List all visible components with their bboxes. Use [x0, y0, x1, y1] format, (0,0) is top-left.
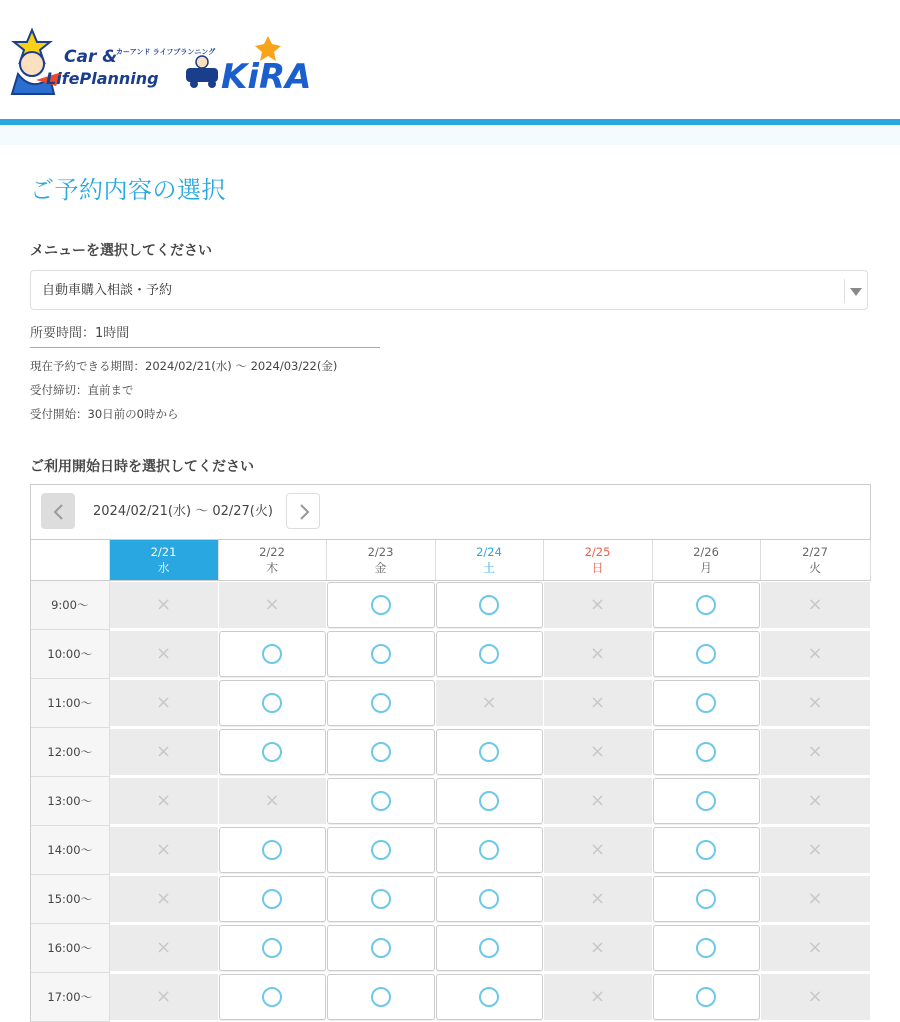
unavailable-slot — [761, 631, 870, 677]
available-circle-icon — [479, 742, 499, 762]
time-row — [31, 777, 870, 826]
day-header[interactable] — [218, 540, 326, 581]
unavailable-x-icon: × — [807, 839, 823, 860]
day-of-week: 土 — [482, 561, 495, 575]
time-label: 13:00〜 — [31, 777, 109, 826]
available-circle-icon — [371, 693, 391, 713]
unavailable-x-icon: × — [155, 790, 172, 811]
unavailable-slot — [110, 876, 218, 922]
chevron-right-icon — [296, 503, 312, 521]
unavailable-slot — [544, 974, 652, 1020]
available-circle-icon — [371, 791, 391, 811]
available-slot[interactable] — [327, 876, 435, 922]
available-slot[interactable] — [219, 925, 326, 971]
unavailable-slot — [110, 582, 218, 628]
calendar-label: ご利用開始日時を選択してください — [30, 459, 254, 475]
available-circle-icon — [696, 840, 716, 860]
available-circle-icon — [371, 742, 391, 762]
time-row — [31, 679, 870, 728]
main-content — [30, 170, 870, 426]
unavailable-x-icon: × — [589, 888, 606, 909]
unavailable-x-icon: × — [264, 594, 280, 615]
kira-logo[interactable] — [6, 22, 336, 102]
available-slot[interactable] — [436, 974, 543, 1020]
available-slot[interactable] — [219, 974, 326, 1020]
unavailable-slot — [544, 876, 652, 922]
time-label: 14:00〜 — [31, 826, 109, 875]
available-slot[interactable] — [327, 827, 435, 873]
calendar-nav — [31, 485, 870, 540]
day-date: 2/25 — [584, 545, 611, 559]
unavailable-slot — [761, 876, 870, 922]
unavailable-x-icon: × — [807, 790, 823, 811]
site-header — [0, 0, 900, 120]
available-circle-icon — [696, 693, 716, 713]
available-circle-icon — [479, 595, 499, 615]
available-circle-icon — [371, 644, 391, 664]
unavailable-slot — [110, 974, 218, 1020]
unavailable-x-icon: × — [589, 790, 606, 811]
week-range: 2024/02/21(水) 〜 02/27(火) — [93, 504, 273, 519]
available-slot[interactable] — [436, 925, 543, 971]
unavailable-slot — [761, 582, 870, 628]
grid-corner — [31, 540, 109, 581]
menu-select[interactable] — [30, 270, 868, 310]
day-header[interactable] — [109, 540, 218, 581]
svg-text:Car &: Car & — [64, 47, 118, 67]
unavailable-x-icon: × — [807, 692, 823, 713]
available-slot[interactable] — [327, 582, 435, 628]
time-label: 11:00〜 — [31, 679, 109, 728]
booking-calendar — [30, 484, 871, 1022]
prev-week-button[interactable] — [41, 493, 75, 529]
time-row — [31, 973, 870, 1022]
time-label: 10:00〜 — [31, 630, 109, 679]
available-slot[interactable] — [327, 778, 435, 824]
available-slot[interactable] — [653, 974, 760, 1020]
available-slot[interactable] — [436, 582, 543, 628]
day-header[interactable] — [326, 540, 435, 581]
unavailable-x-icon: × — [807, 741, 823, 762]
unavailable-x-icon: × — [264, 790, 280, 811]
day-header-row — [31, 540, 870, 581]
day-date: 2/21 — [150, 545, 177, 559]
available-slot[interactable] — [219, 827, 326, 873]
booking-info — [30, 354, 870, 426]
unavailable-x-icon: × — [589, 937, 606, 958]
time-label: 9:00〜 — [31, 581, 109, 630]
available-circle-icon — [696, 938, 716, 958]
available-circle-icon — [696, 889, 716, 909]
unavailable-slot — [110, 778, 218, 824]
duration-text: 所要時間：1時間 — [30, 322, 380, 348]
time-row — [31, 924, 870, 973]
unavailable-x-icon: × — [807, 643, 823, 664]
unavailable-slot — [544, 925, 652, 971]
day-date: 2/26 — [693, 545, 719, 559]
unavailable-x-icon: × — [589, 643, 606, 664]
available-circle-icon — [262, 987, 282, 1007]
unavailable-slot — [110, 729, 218, 775]
day-date: 2/24 — [476, 545, 502, 559]
available-circle-icon — [479, 840, 499, 860]
available-circle-icon — [479, 791, 499, 811]
available-slot[interactable] — [327, 729, 435, 775]
unavailable-x-icon: × — [589, 741, 606, 762]
unavailable-x-icon: × — [155, 937, 172, 958]
time-row — [31, 581, 870, 630]
time-label: 12:00〜 — [31, 728, 109, 777]
unavailable-x-icon: × — [589, 594, 606, 615]
unavailable-slot — [761, 827, 870, 873]
unavailable-slot — [761, 680, 870, 726]
time-label: 17:00〜 — [31, 973, 109, 1022]
available-slot[interactable] — [327, 925, 435, 971]
available-circle-icon — [371, 595, 391, 615]
available-slot[interactable] — [653, 582, 760, 628]
available-circle-icon — [262, 742, 282, 762]
day-date: 2/27 — [802, 545, 828, 559]
available-circle-icon — [371, 889, 391, 909]
unavailable-x-icon: × — [481, 692, 497, 713]
available-circle-icon — [371, 938, 391, 958]
unavailable-slot — [544, 827, 652, 873]
unavailable-x-icon: × — [807, 986, 823, 1007]
available-circle-icon — [696, 742, 716, 762]
day-of-week: 日 — [591, 561, 604, 575]
available-slot[interactable] — [653, 680, 760, 726]
svg-text:KiRA: KiRA — [221, 57, 312, 97]
page-title: ご予約内容の選択 — [30, 176, 226, 204]
unavailable-slot — [761, 778, 870, 824]
available-slot[interactable] — [653, 876, 760, 922]
available-slot[interactable] — [436, 827, 543, 873]
unavailable-x-icon: × — [589, 839, 606, 860]
available-circle-icon — [262, 840, 282, 860]
available-circle-icon — [479, 987, 499, 1007]
available-circle-icon — [262, 889, 282, 909]
available-circle-icon — [479, 889, 499, 909]
available-slot[interactable] — [436, 729, 543, 775]
timeslot-grid — [31, 540, 871, 1022]
unavailable-slot — [544, 778, 652, 824]
unavailable-slot — [544, 631, 652, 677]
unavailable-x-icon: × — [155, 839, 172, 860]
available-circle-icon — [696, 644, 716, 664]
time-row — [31, 826, 870, 875]
unavailable-slot — [110, 925, 218, 971]
unavailable-x-icon: × — [155, 643, 172, 664]
available-circle-icon — [479, 644, 499, 664]
time-label: 16:00〜 — [31, 924, 109, 973]
unavailable-slot — [110, 827, 218, 873]
available-circle-icon — [696, 791, 716, 811]
available-slot[interactable] — [436, 631, 543, 677]
day-date: 2/22 — [259, 545, 285, 559]
time-label: 15:00〜 — [31, 875, 109, 924]
chevron-down-icon[interactable] — [844, 279, 867, 303]
unavailable-slot — [544, 582, 652, 628]
info-period: 現在予約できる期間：2024/02/21(水) 〜 2024/03/22(金) — [30, 359, 338, 373]
unavailable-x-icon: × — [807, 888, 823, 909]
unavailable-x-icon: × — [155, 692, 172, 713]
unavailable-x-icon: × — [155, 888, 172, 909]
available-slot[interactable] — [219, 729, 326, 775]
svg-text:LifePlanning: LifePlanning — [46, 69, 159, 88]
available-slot[interactable] — [219, 680, 326, 726]
available-circle-icon — [262, 693, 282, 713]
unavailable-x-icon: × — [155, 741, 172, 762]
available-slot[interactable] — [653, 925, 760, 971]
unavailable-x-icon: × — [155, 594, 172, 615]
time-row — [31, 630, 870, 679]
info-deadline: 受付締切：直前まで — [30, 383, 134, 397]
unavailable-slot — [544, 680, 652, 726]
unavailable-slot — [219, 778, 326, 824]
next-week-button[interactable] — [286, 493, 320, 529]
available-slot[interactable] — [436, 778, 543, 824]
menu-label: メニューを選択してください — [30, 243, 212, 259]
unavailable-x-icon: × — [155, 986, 172, 1007]
available-slot[interactable] — [327, 631, 435, 677]
header-subband — [0, 125, 900, 145]
svg-text:カーアンド ライフプランニング: カーアンド ライフプランニング — [116, 48, 216, 56]
available-slot[interactable] — [436, 876, 543, 922]
unavailable-slot — [761, 974, 870, 1020]
day-header[interactable] — [543, 540, 652, 581]
info-start: 受付開始：30日前の0時から — [30, 407, 179, 421]
unavailable-x-icon: × — [807, 594, 823, 615]
available-slot[interactable] — [327, 974, 435, 1020]
available-circle-icon — [479, 938, 499, 958]
available-slot[interactable] — [219, 631, 326, 677]
unavailable-slot — [110, 631, 218, 677]
unavailable-x-icon: × — [589, 692, 606, 713]
day-header[interactable] — [652, 540, 760, 581]
unavailable-x-icon: × — [589, 986, 606, 1007]
day-of-week: 水 — [157, 561, 170, 575]
day-of-week: 火 — [808, 561, 821, 575]
unavailable-slot — [219, 582, 326, 628]
available-slot[interactable] — [653, 729, 760, 775]
unavailable-slot — [110, 680, 218, 726]
time-row — [31, 875, 870, 924]
available-circle-icon — [262, 644, 282, 664]
available-slot[interactable] — [653, 631, 760, 677]
day-of-week: 木 — [265, 561, 278, 575]
available-slot[interactable] — [219, 876, 326, 922]
day-header[interactable] — [760, 540, 870, 581]
available-slot[interactable] — [653, 827, 760, 873]
menu-select-value: 自動車購入相談・予約 — [42, 283, 173, 298]
chevron-left-icon — [51, 503, 67, 521]
unavailable-x-icon: × — [807, 937, 823, 958]
time-row — [31, 728, 870, 777]
day-of-week: 月 — [699, 561, 712, 575]
unavailable-slot — [761, 925, 870, 971]
available-slot[interactable] — [327, 680, 435, 726]
available-circle-icon — [262, 938, 282, 958]
day-of-week: 金 — [374, 561, 387, 575]
unavailable-slot — [761, 729, 870, 775]
day-header[interactable] — [435, 540, 543, 581]
car-icon — [186, 56, 218, 88]
available-circle-icon — [371, 987, 391, 1007]
available-circle-icon — [371, 840, 391, 860]
available-slot[interactable] — [653, 778, 760, 824]
unavailable-slot — [436, 680, 543, 726]
unavailable-slot — [544, 729, 652, 775]
available-circle-icon — [696, 987, 716, 1007]
day-date: 2/23 — [367, 545, 394, 559]
available-circle-icon — [696, 595, 716, 615]
